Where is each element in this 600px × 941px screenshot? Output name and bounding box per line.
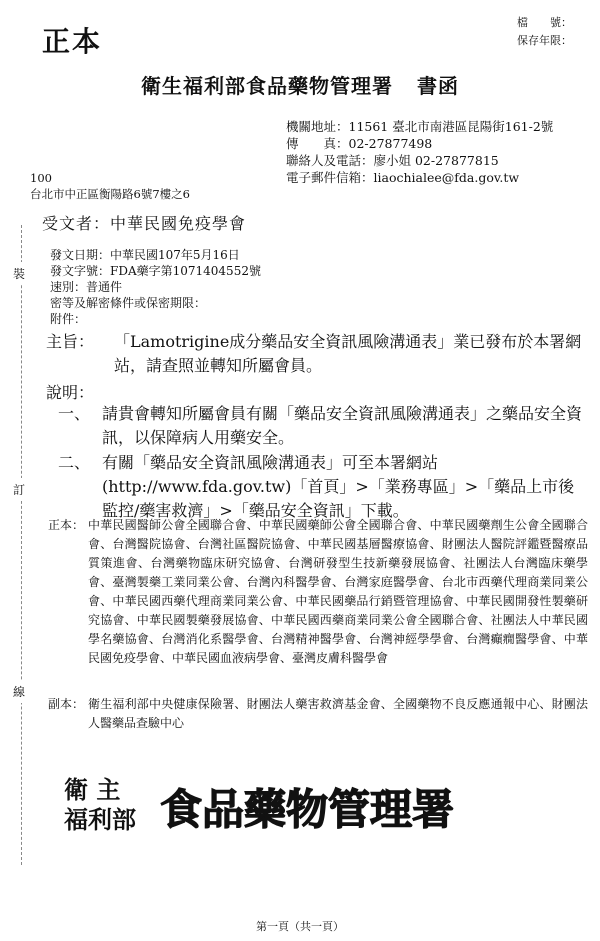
subject bbox=[46, 330, 586, 378]
contact-email: 電子郵件信箱：liaochialee@fda.gov.tw bbox=[286, 170, 520, 185]
binding-mark: 訂 bbox=[13, 478, 25, 501]
subject-label: 主旨： bbox=[46, 332, 95, 351]
main-recipients-text: 中華民國醫師公會全國聯合會、中華民國藥師公會全國聯合會、中華民國藥劑生公會全國聯合會、台灣醫院協會、台灣社區醫院協會、中華民國基層醫療協會、財團法人醫院評鑑暨醫療品質策進會、台灣藥物臨床研究協會、台灣研發型生技新藥發展協會、社團法人台灣臨床藥學會、臺灣製藥工業同業公會、台灣內科醫學會、台灣家庭醫學會、台北市西藥代理商業同業公會、中華民國西藥代理商業同業公會、中華民國藥品行銷暨管理協會、中華民國開發性製藥研究協會、中華民國製藥發展協會、中華民國西藥商業同業公會全國聯合會、社團法人中華民國學名藥協會、台灣消化系醫學會、台灣精神醫學會、台灣神經學學會、台灣癲癇醫學會、中華民國免疫學會、中華民國血液病學會、臺灣皮膚科醫學會 bbox=[88, 518, 588, 665]
copy-type-label: 正本 bbox=[42, 25, 103, 58]
subject-text: 「Lamotrigine成分藥品安全資訊風險溝通表」業已發布於本署網站，請查照並轉知所屬會員。 bbox=[114, 332, 582, 375]
page-footer: 第一頁（共一頁） bbox=[256, 920, 344, 933]
archive-number-label: 檔 號： bbox=[517, 16, 572, 29]
document-type: 書函 bbox=[417, 74, 459, 98]
recipient: 受文者：中華民國免疫學會 bbox=[42, 214, 247, 233]
seal-small-top: 衛 主 bbox=[64, 775, 121, 804]
agency-address: 機關地址：11561 臺北市南港區昆陽街161-2號 bbox=[286, 119, 554, 134]
delivery-speed: 速別：普通件 bbox=[50, 280, 123, 294]
attachment: 附件： bbox=[50, 312, 87, 326]
archive-info bbox=[517, 14, 572, 50]
cc-recipients-text: 衛生福利部中央健康保險署、財團法人藥害救濟基金會、全國藥物不良反應通報中心、財團法人醫藥品查驗中心 bbox=[88, 697, 588, 730]
issue-date: 發文日期：中華民國107年5月16日 bbox=[50, 248, 240, 262]
contact-block bbox=[286, 118, 553, 186]
item-number: 一、 bbox=[58, 404, 91, 423]
item-number: 二、 bbox=[58, 453, 91, 472]
retention-label: 保存年限： bbox=[517, 34, 572, 47]
explanation-label: 說明： bbox=[46, 383, 95, 402]
official-seal bbox=[64, 770, 455, 834]
issue-number: 發文字號：FDA藥字第1071404552號 bbox=[50, 264, 261, 278]
explanation-item bbox=[58, 451, 590, 523]
secrecy-level: 密等及解密條件或保密期限： bbox=[50, 296, 207, 310]
postal-code: 100 bbox=[30, 171, 52, 185]
seal-small-bottom: 福利部 bbox=[64, 805, 136, 834]
main-recipients-label: 正本： bbox=[48, 518, 85, 532]
item-text: 請貴會轉知所屬會員有關「藥品安全資訊風險溝通表」之藥品安全資訊，以保障病人用藥安全。 bbox=[102, 404, 583, 447]
item-text: 有關「藥品安全資訊風險溝通表」可至本署網站(http://www.fda.gov.tw)「首頁」>「業務專區」>「藥品上市後監控/藥害救濟」>「藥品安全資訊」下載。 bbox=[102, 453, 575, 520]
binding-mark: 裝 bbox=[13, 262, 25, 285]
fax-number: 傳 真：02-27877498 bbox=[286, 136, 433, 151]
document-title bbox=[0, 70, 600, 99]
document-meta bbox=[50, 247, 261, 327]
agency-name: 衛生福利部食品藥物管理署 bbox=[141, 74, 393, 98]
cc-recipients-label: 副本： bbox=[48, 697, 85, 711]
binding-mark: 線 bbox=[13, 680, 25, 703]
seal-large: 食品藥物管理署 bbox=[160, 785, 455, 834]
cc-recipients bbox=[48, 695, 588, 733]
street-address: 台北市中正區衡陽路6號7樓之6 bbox=[30, 187, 190, 201]
main-recipients bbox=[48, 516, 588, 668]
binding-line bbox=[21, 225, 22, 865]
explanation-item bbox=[58, 402, 590, 450]
contact-person: 聯絡人及電話：廖小姐 02-27877815 bbox=[286, 153, 499, 168]
recipient-address bbox=[30, 170, 190, 202]
